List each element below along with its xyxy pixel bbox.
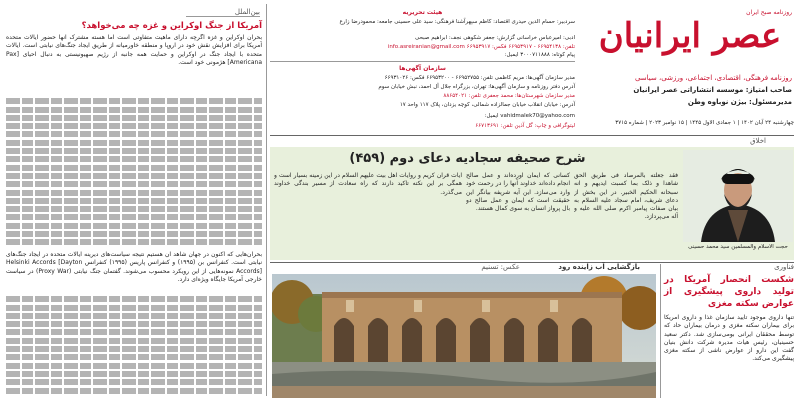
bottom-right-text: تنها داروی موجود تایید سازمان غذا و داروی آمریکا برای بیماران سکته مغزی و درمان بیماران حاد که توسط محققان ایرانی بومی‌سازی شد. دکتر سعید حسینیان، رئیس هیات مدیره شرکت دانش بنیان گفت این دارو از عوارض ناشی از سکته مغزی پیشگیری می‌کند. xyxy=(664,314,794,363)
left-column xyxy=(6,6,262,396)
masthead xyxy=(582,6,794,132)
staff-contact: تلفن: ۶۶۹۵۴۱۳۸ - ۶۶۹۵۳۹۱۷ فکس: ۶۶۹۵۳۹۱۷ info.asreiranian@gmail.com xyxy=(387,44,575,50)
ads-line1: مدیر سازمان آگهی‌ها: مریم کاظمی تلفن: ۶۶۹۵۲۷۵۵ - ۶۶۹۵۳۲۰۰ فکس: ۶۶۹۳۱۰۲۶ xyxy=(384,75,575,81)
left-text-filler-2 xyxy=(6,294,262,396)
ads-line5: vahidmalek70@yahoo.com ایمیل: xyxy=(484,113,575,119)
photo-credit: عکس: تسنیم xyxy=(481,263,520,271)
left-section-label: بین‌الملل xyxy=(186,8,260,17)
masthead-director: مدیرمسئول: بیژن نوباوه وطن xyxy=(687,98,792,106)
ads-header: سازمان آگهی‌ها xyxy=(399,65,446,72)
bottom-right-headline: شکست انحصار آمریکا در تولید داروی پیشگیری از عوارض سکته مغزی xyxy=(664,275,794,309)
left-text-mid: بحران‌هایی که اکنون در جهان شاهد آن هستیم نتیجه سیاست‌های دیرینه ایالات متحده در ایجاد جنگ‌های نیابتی است. کنفرانس بن (۱۹۹۵) و کنفرانس پاریس (۱۹۹۵) کنفرانس Helsinki Accords [Dayton Accords] نمونه‌هایی از این رویکرد محسوب می‌شوند. گفتمان جنگ نیابتی (Proxy War) در سیاست خارجی آمریکا جایگاه ویژه‌ای دارد. xyxy=(6,251,262,283)
author-caption: حجت الاسلام والمسلمین سید محمد حسینی xyxy=(688,244,788,250)
staff-line1: سردبیر: حسام الدین حیدری اقتصاد: کاظم سپهرآشنا فرهنگی: سید علی حسینی جامعه: محمودرضا زارع xyxy=(339,19,575,25)
staff-box xyxy=(270,6,575,132)
photo-caption: بازگشایی آب زاینده رود xyxy=(558,263,640,271)
ads-line2: آدرس دفتر روزنامه و سازمان آگهی‌ها: تهران، بزرگراه جلال آل احمد، نبش خیابان سوم xyxy=(378,84,575,90)
ads-line3: مدیر سازمان شهرستان‌ها: محمد جعفری تلفن: ۸۸۶۵۴۰۲۱ xyxy=(443,93,575,99)
staff-header: هیئت تحریریه xyxy=(402,9,443,16)
left-text-start: بحران اوکراین و غزه اگرچه دارای ماهیت متفاوتی است اما هسته مشترک آنها حضور ایالات متحده آمریکا برای افزایش نقش خود در اروپا و منطقه خاورمیانه از طریق ایجاد جنگ‌های نیابتی است. ایالات متحده با ایجاد جنگ در اوکراین و حمایت همه جانبه از رژیم صهیونیستی به دنبال احیای [Pax Americana] هژمونی خود است. xyxy=(6,34,262,66)
masthead-subtitle: روزنامه فرهنگی، اقتصادی، اجتماعی، ورزشی، سیاسی xyxy=(634,74,792,82)
staff-contact2: پیام کوتاه: ۳۰۰۰۷۱۱۸۸۸ ایمیل: xyxy=(504,52,575,58)
masthead-license: صاحب امتیاز: موسسه انتشاراتی عصر ایرانیان xyxy=(633,86,792,94)
ads-line6: لیتوگرافی و چاپ: گل آذین تلفن: ۶۶۷۱۳۶۹۱ xyxy=(475,123,575,129)
bottom-right-section: فناوری xyxy=(774,263,794,271)
left-headline: آمریکا از جنگ اوکراین و غزه چه می‌خواهد؟ xyxy=(81,21,262,31)
main-article-section-label: اخلاق xyxy=(750,137,766,145)
main-article-col-left: آیات قرآن کریم و روایات اهل بیت علیهم السلام در این زمینه بسیار است و همگی بر این نکته تاکید دارند که راه سعادت از مسیر بندگی خداوند می‌گذرد. xyxy=(274,172,462,196)
author-portrait xyxy=(683,150,793,242)
left-text-filler-1 xyxy=(6,96,262,248)
masthead-tagline: روزنامه صبح ایران xyxy=(746,9,792,16)
newspaper-logo: عصر ایرانیان xyxy=(598,16,782,56)
staff-line2: ادبی: امیرعباس خراسانی گزارش: جعفر شکوهی نجف: ابراهیم صبحی xyxy=(415,35,575,41)
main-article-headline: شرح صحیفه سجادیه دعای دوم (۴۵۹) xyxy=(349,151,586,166)
main-article-col-mid: کسانی که ایمان آورده‌اند و عمل صالح انجام داده‌اند خداوند آنها را در رحمت خود وارد می‌سازد. این آیه شریفه بیانگر این حقیقت است که ایمان و عمل صالح دو بال پرواز انسان به سوی کمال هستند. xyxy=(466,172,570,213)
ads-line4: آدرس: خیابان انقلاب خیابان جمالزاده شمالی، کوچه یزدان، پلاک ۱۱۷ واحد ۱۷ xyxy=(399,102,575,108)
main-article-col-right: فقد جعلته بالمرصاد فی طریق الحق شاهدا و ذلک بما کسبت ایدیهم و انه سبحانه الحکیم الخبیر. در این بخش از دعای شریف، امام سجاد علیه السلام به بیان صفات پیامبر اکرم صلی الله علیه و آله می‌پردازد. xyxy=(574,172,678,221)
masthead-dateline: چهارشنبه ۲۴ آبان ۱۴۰۲ | ۱ جمادی الاول ۱۴۴۵ | ۱۵ نوامبر ۲۰۲۳ | شماره ۳۷۱۵ xyxy=(615,120,794,126)
bridge-photo xyxy=(272,274,656,398)
